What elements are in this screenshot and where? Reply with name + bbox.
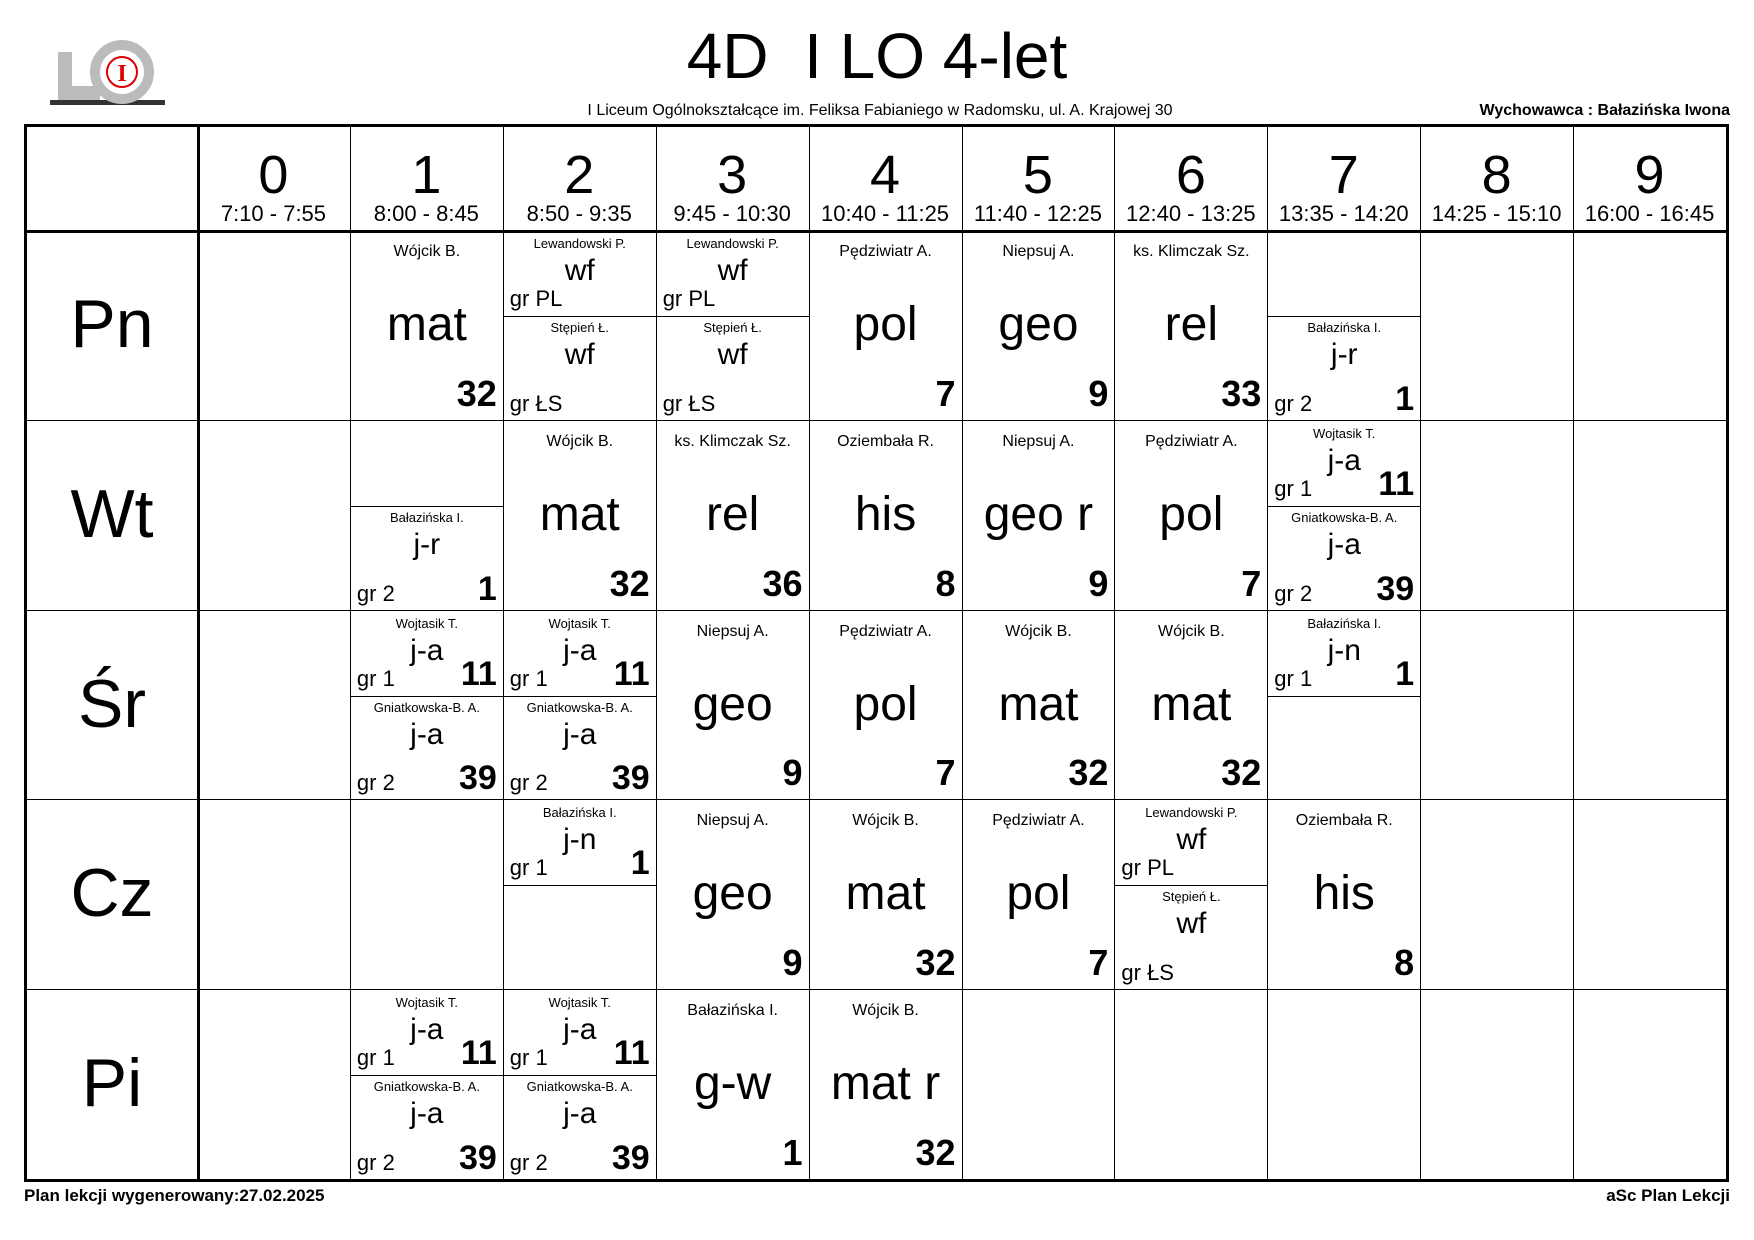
lesson-cell[interactable] bbox=[810, 613, 962, 800]
period-time: 7:10 - 7:55 bbox=[220, 201, 327, 226]
group-name: gr ŁS bbox=[509, 390, 563, 416]
group-name: gr 2 bbox=[356, 770, 395, 796]
lesson-cell[interactable] bbox=[963, 613, 1115, 800]
subject-name: j-a bbox=[410, 1013, 444, 1047]
subject-name: j-a bbox=[1327, 443, 1361, 477]
room-number: 39 bbox=[611, 759, 650, 798]
group-name: gr 2 bbox=[509, 1149, 548, 1175]
lesson-cell[interactable] bbox=[504, 613, 656, 800]
teacher-name: Pędziwiatr A. bbox=[839, 243, 932, 260]
lesson-group-bottom[interactable] bbox=[504, 1075, 656, 1180]
room-number: 7 bbox=[935, 752, 956, 794]
room-number: 39 bbox=[458, 759, 497, 798]
period-number: 8 bbox=[1481, 145, 1512, 205]
period-time: 8:50 - 9:35 bbox=[526, 201, 632, 226]
period-header bbox=[1573, 127, 1726, 230]
lesson-group-bottom[interactable] bbox=[1115, 885, 1267, 990]
period-number: 5 bbox=[1022, 145, 1053, 205]
period-header bbox=[1114, 127, 1267, 230]
class-tutor: Wychowawca : Bałazińska Iwona bbox=[1479, 102, 1730, 119]
lesson-cell[interactable] bbox=[1268, 613, 1420, 800]
subject-name: wf bbox=[1176, 823, 1207, 857]
grid-line-horizontal bbox=[27, 420, 1726, 421]
lesson-group-bottom[interactable] bbox=[504, 696, 656, 801]
period-header bbox=[350, 127, 503, 230]
group-name: gr 1 bbox=[1274, 475, 1313, 501]
day-label: Pn bbox=[70, 286, 154, 362]
lesson-group-top[interactable] bbox=[351, 423, 503, 506]
teacher-name: Bałazińska I. bbox=[542, 805, 617, 821]
teacher-name: Niepsuj A. bbox=[696, 812, 769, 830]
teacher-name: Gniatkowska-B. A. bbox=[373, 699, 480, 715]
teacher-name: Pędziwiatr A. bbox=[1145, 432, 1238, 450]
teacher-name: Gniatkowska-B. A. bbox=[526, 1079, 633, 1095]
lesson-group-bottom[interactable] bbox=[1268, 316, 1420, 421]
period-time: 13:35 - 14:20 bbox=[1278, 201, 1409, 226]
subject-name: j-a bbox=[410, 1097, 444, 1131]
teacher-name: Gniatkowska-B. A. bbox=[1291, 509, 1398, 525]
teacher-name: Oziembała R. bbox=[837, 432, 934, 450]
lesson-group-top[interactable] bbox=[1268, 423, 1420, 506]
room-number: 11 bbox=[1378, 464, 1415, 503]
subject-name: mat bbox=[845, 867, 926, 921]
timetable-grid bbox=[24, 124, 1729, 1182]
lesson-cell[interactable] bbox=[351, 233, 503, 420]
subject-name: pol bbox=[853, 677, 918, 731]
lesson-group-top[interactable] bbox=[1115, 802, 1267, 885]
subject-name: g-w bbox=[693, 1057, 772, 1111]
lesson-group-top[interactable] bbox=[504, 233, 656, 316]
subject-name: mat bbox=[386, 298, 467, 351]
lesson-cell[interactable] bbox=[657, 423, 809, 610]
teacher-name: Wójcik B. bbox=[546, 432, 614, 450]
lesson-group-bottom[interactable] bbox=[351, 506, 503, 611]
room-number: 39 bbox=[458, 1138, 497, 1177]
lesson-group-top[interactable] bbox=[504, 613, 656, 696]
subject-name: j-a bbox=[410, 717, 444, 751]
subject-name: wf bbox=[564, 254, 595, 287]
period-header bbox=[1267, 127, 1420, 230]
period-time: 16:00 - 16:45 bbox=[1584, 201, 1715, 226]
teacher-name: Lewandowski P. bbox=[686, 236, 779, 251]
class-title: 4D I LO 4-let bbox=[686, 20, 1068, 92]
grid-line-horizontal bbox=[27, 989, 1726, 990]
period-number: 1 bbox=[411, 145, 442, 205]
group-name: gr 1 bbox=[1274, 665, 1313, 691]
subject-name: pol bbox=[853, 298, 918, 351]
teacher-name: Gniatkowska-B. A. bbox=[526, 699, 633, 715]
subject-name: j-a bbox=[410, 633, 444, 667]
teacher-name: Wojtasik T. bbox=[1313, 425, 1376, 441]
teacher-name: Stępień Ł. bbox=[1162, 889, 1221, 905]
teacher-name: Wojtasik T. bbox=[548, 615, 611, 631]
subject-name: j-a bbox=[1327, 527, 1361, 561]
room-number: 32 bbox=[609, 562, 650, 604]
teacher-name: Wójcik B. bbox=[1005, 622, 1072, 640]
grid-line-horizontal bbox=[27, 610, 1726, 611]
room-number: 9 bbox=[1088, 372, 1109, 414]
subject-name: rel bbox=[705, 487, 760, 541]
lesson-cell[interactable] bbox=[810, 992, 962, 1179]
day-label: Cz bbox=[70, 855, 154, 932]
room-number: 1 bbox=[477, 569, 497, 608]
teacher-name: Wójcik B. bbox=[852, 1002, 919, 1020]
lesson-cell[interactable] bbox=[1268, 423, 1420, 610]
group-name: gr 1 bbox=[356, 665, 395, 691]
room-number: 11 bbox=[460, 654, 497, 693]
software-credit: aSc Plan Lekcji bbox=[1606, 1186, 1730, 1205]
lesson-cell[interactable] bbox=[351, 992, 503, 1179]
grid-line-vertical bbox=[197, 127, 200, 1179]
group-name: gr 1 bbox=[509, 855, 548, 881]
lesson-group-bottom[interactable] bbox=[351, 1075, 503, 1180]
subject-name: pol bbox=[1006, 867, 1071, 921]
logo-mark: I bbox=[117, 61, 127, 87]
lesson-group-bottom[interactable] bbox=[504, 885, 656, 990]
lesson-cell[interactable] bbox=[504, 423, 656, 610]
lesson-group-top[interactable] bbox=[351, 613, 503, 696]
lesson-group-top[interactable] bbox=[657, 233, 809, 316]
group-name: gr 2 bbox=[356, 580, 395, 606]
teacher-name: Wojtasik T. bbox=[395, 995, 459, 1011]
teacher-name: ks. Klimczak Sz. bbox=[674, 432, 791, 450]
lesson-group-top[interactable] bbox=[504, 802, 656, 885]
room-number: 1 bbox=[1395, 654, 1415, 693]
lesson-cell[interactable] bbox=[963, 233, 1115, 420]
period-time: 8:00 - 8:45 bbox=[373, 201, 479, 226]
lesson-cell[interactable] bbox=[1115, 233, 1267, 420]
room-number: 7 bbox=[935, 372, 956, 414]
subject-name: mat bbox=[539, 487, 620, 541]
period-header bbox=[656, 127, 809, 230]
teacher-name: Bałazińska I. bbox=[1307, 320, 1382, 335]
school-name: I Liceum Ogólnokształcące im. Feliksa Fabianiego w Radomsku, ul. A. Krajowej 30 bbox=[587, 102, 1173, 119]
lesson-cell[interactable] bbox=[657, 613, 809, 800]
lesson-cell[interactable] bbox=[351, 423, 503, 610]
teacher-name: Niepsuj A. bbox=[1002, 432, 1075, 450]
lesson-cell[interactable] bbox=[1268, 802, 1420, 989]
subject-name: j-r bbox=[1330, 338, 1358, 371]
group-name: gr PL bbox=[509, 286, 563, 311]
group-name: gr 2 bbox=[509, 770, 548, 796]
subject-name: geo r bbox=[983, 487, 1094, 541]
period-header bbox=[962, 127, 1115, 230]
lesson-cell[interactable] bbox=[1115, 423, 1267, 610]
teacher-name: Wojtasik T. bbox=[395, 615, 459, 631]
lesson-cell[interactable] bbox=[504, 233, 656, 420]
room-number: 8 bbox=[935, 562, 956, 604]
room-number: 39 bbox=[1376, 569, 1415, 608]
room-number: 11 bbox=[460, 1034, 497, 1073]
subject-name: his bbox=[854, 487, 917, 541]
lesson-cell[interactable] bbox=[1115, 802, 1267, 989]
lesson-cell[interactable] bbox=[810, 802, 962, 989]
subject-name: pol bbox=[1159, 487, 1224, 541]
lesson-group-bottom[interactable] bbox=[657, 316, 809, 421]
subject-name: mat r bbox=[830, 1057, 941, 1111]
lesson-cell[interactable] bbox=[963, 423, 1115, 610]
room-number: 11 bbox=[613, 1034, 650, 1073]
period-number: 0 bbox=[258, 145, 289, 205]
room-number: 1 bbox=[1395, 379, 1415, 418]
subject-name: j-a bbox=[563, 717, 597, 751]
group-name: gr 2 bbox=[1274, 580, 1313, 606]
period-number: 4 bbox=[870, 145, 901, 205]
period-time: 10:40 - 11:25 bbox=[821, 201, 950, 226]
room-number: 32 bbox=[1221, 752, 1262, 794]
teacher-name: Niepsuj A. bbox=[1002, 243, 1075, 260]
group-name: gr 2 bbox=[356, 1149, 395, 1175]
lesson-group-bottom[interactable] bbox=[351, 696, 503, 801]
group-name: gr ŁS bbox=[1121, 960, 1174, 986]
lesson-group-bottom[interactable] bbox=[1268, 696, 1420, 801]
lesson-group-top[interactable] bbox=[351, 992, 503, 1075]
teacher-name: ks. Klimczak Sz. bbox=[1133, 243, 1250, 260]
subject-name: rel bbox=[1164, 298, 1218, 351]
teacher-name: Lewandowski P. bbox=[1145, 805, 1238, 821]
period-header bbox=[1420, 127, 1573, 230]
teacher-name: Niepsuj A. bbox=[696, 622, 769, 640]
lesson-group-top[interactable] bbox=[1268, 613, 1420, 696]
room-number: 7 bbox=[1088, 942, 1109, 984]
period-header bbox=[809, 127, 962, 230]
grid-line-vertical bbox=[1420, 127, 1421, 1179]
teacher-name: Wojtasik T. bbox=[548, 995, 611, 1011]
teacher-name: Pędziwiatr A. bbox=[839, 622, 932, 640]
subject-name: his bbox=[1313, 867, 1375, 921]
subject-name: geo bbox=[692, 677, 773, 731]
teacher-name: Stępień Ł. bbox=[703, 320, 762, 335]
teacher-name: Lewandowski P. bbox=[533, 236, 626, 251]
subject-name: wf bbox=[717, 338, 748, 371]
period-time: 12:40 - 13:25 bbox=[1126, 201, 1256, 226]
lesson-group-bottom[interactable] bbox=[504, 316, 656, 421]
period-time: 9:45 - 10:30 bbox=[673, 201, 791, 226]
room-number: 1 bbox=[630, 844, 650, 883]
group-name: gr 1 bbox=[509, 665, 548, 691]
subject-name: j-r bbox=[413, 527, 441, 561]
room-number: 1 bbox=[782, 1131, 803, 1173]
teacher-name: Bałazińska I. bbox=[1307, 615, 1382, 631]
period-time: 14:25 - 15:10 bbox=[1431, 201, 1562, 226]
room-number: 32 bbox=[456, 372, 497, 414]
lesson-cell[interactable] bbox=[1115, 613, 1267, 800]
lesson-group-top[interactable] bbox=[504, 992, 656, 1075]
grid-line-horizontal bbox=[27, 799, 1726, 800]
room-number: 32 bbox=[915, 1131, 956, 1173]
subject-name: mat bbox=[1151, 677, 1232, 731]
day-label: Wt bbox=[70, 475, 154, 552]
teacher-name: Wójcik B. bbox=[852, 812, 919, 830]
lesson-cell[interactable] bbox=[963, 802, 1115, 989]
group-name: gr PL bbox=[1121, 855, 1174, 881]
room-number: 33 bbox=[1221, 372, 1262, 414]
lesson-group-top[interactable] bbox=[1268, 233, 1420, 316]
lesson-cell[interactable] bbox=[810, 233, 962, 420]
teacher-name: Wójcik B. bbox=[393, 243, 461, 260]
lesson-cell[interactable] bbox=[657, 992, 809, 1179]
lesson-cell[interactable] bbox=[504, 992, 656, 1179]
day-label: Śr bbox=[78, 665, 146, 742]
subject-name: geo bbox=[998, 298, 1079, 351]
subject-name: wf bbox=[717, 254, 748, 287]
room-number: 9 bbox=[782, 942, 803, 984]
room-number: 32 bbox=[1068, 752, 1109, 794]
teacher-name: Wójcik B. bbox=[1158, 622, 1225, 640]
subject-name: geo bbox=[692, 867, 773, 921]
subject-name: j-n bbox=[563, 823, 597, 857]
grid-line-vertical bbox=[1573, 127, 1574, 1179]
teacher-name: Gniatkowska-B. A. bbox=[373, 1079, 480, 1095]
group-name: gr 1 bbox=[509, 1045, 548, 1071]
period-header bbox=[197, 127, 350, 230]
teacher-name: Stępień Ł. bbox=[550, 320, 610, 335]
room-number: 36 bbox=[762, 562, 803, 604]
subject-name: mat bbox=[998, 677, 1079, 731]
room-number: 8 bbox=[1394, 942, 1415, 984]
lesson-cell[interactable] bbox=[810, 423, 962, 610]
group-name: gr PL bbox=[662, 286, 716, 311]
teacher-name: Bałazińska I. bbox=[389, 509, 464, 525]
subject-name: wf bbox=[564, 338, 595, 371]
subject-name: wf bbox=[1176, 907, 1207, 941]
period-time: 11:40 - 12:25 bbox=[973, 201, 1102, 226]
period-number: 6 bbox=[1175, 145, 1206, 205]
subject-name: j-a bbox=[563, 1097, 597, 1131]
day-label: Pi bbox=[81, 1045, 143, 1122]
period-header bbox=[503, 127, 656, 230]
room-number: 39 bbox=[611, 1138, 650, 1177]
subject-name: j-a bbox=[563, 1013, 597, 1047]
lesson-cell[interactable] bbox=[351, 613, 503, 800]
subject-name: j-a bbox=[563, 633, 597, 667]
teacher-name: Bałazińska I. bbox=[687, 1002, 778, 1020]
period-number: 7 bbox=[1328, 145, 1359, 205]
room-number: 32 bbox=[915, 942, 956, 984]
subject-name: j-n bbox=[1327, 633, 1361, 667]
lesson-cell[interactable] bbox=[657, 802, 809, 989]
period-number: 3 bbox=[717, 145, 748, 205]
period-number: 2 bbox=[564, 145, 595, 205]
generated-date: Plan lekcji wygenerowany:27.02.2025 bbox=[24, 1186, 325, 1205]
lesson-cell[interactable] bbox=[504, 802, 656, 989]
group-name: gr 1 bbox=[356, 1045, 395, 1071]
room-number: 9 bbox=[1088, 562, 1109, 604]
lesson-cell[interactable] bbox=[1268, 233, 1420, 420]
teacher-name: Oziembała R. bbox=[1295, 812, 1393, 830]
teacher-name: Pędziwiatr A. bbox=[992, 812, 1085, 830]
group-name: gr 2 bbox=[1274, 390, 1313, 416]
room-number: 11 bbox=[613, 654, 650, 693]
lesson-cell[interactable] bbox=[657, 233, 809, 420]
room-number: 7 bbox=[1241, 562, 1262, 604]
period-number: 9 bbox=[1634, 145, 1665, 205]
lesson-group-bottom[interactable] bbox=[1268, 506, 1420, 611]
room-number: 9 bbox=[782, 752, 803, 794]
group-name: gr ŁS bbox=[662, 390, 716, 416]
